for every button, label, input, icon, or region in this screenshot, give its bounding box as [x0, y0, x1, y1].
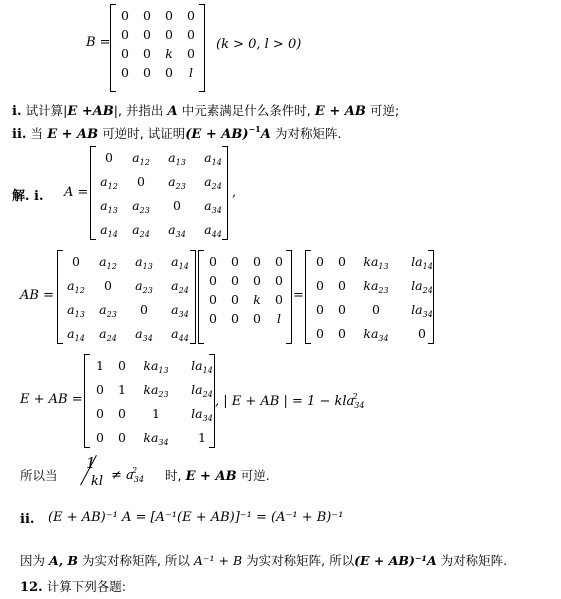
- matrix-cell: $la_{34}$: [411, 302, 433, 319]
- matrix-cell: 0: [338, 278, 346, 293]
- matrix-cell: $a_{24}$: [99, 326, 117, 343]
- matrix-cell: 0: [72, 254, 80, 269]
- matrix-cell: 0: [165, 8, 173, 23]
- matrix-cell: $a_{24}$: [204, 174, 222, 191]
- matrix-cell: 0: [316, 278, 324, 293]
- ab-right-bracket-r: [428, 250, 434, 344]
- ab-mid-bracket-r: [286, 250, 292, 344]
- next-problem: 12. 计算下列各题:: [20, 579, 126, 595]
- matrix-cell: $a_{14}$: [67, 326, 85, 343]
- matrix-cell: $la_{14}$: [191, 358, 213, 375]
- determinant-result: , | E + AB | = 1 − kla$_{34}^2$: [215, 392, 365, 410]
- matrix-cell: 0: [143, 27, 151, 42]
- matrix-cell: 0: [143, 65, 151, 80]
- matrix-cell: $ka_{23}$: [363, 278, 389, 295]
- neq-expression: ≠ $a_{34}^2$: [111, 466, 144, 484]
- matrix-cell: 0: [231, 273, 239, 288]
- matrix-cell: 0: [418, 326, 426, 341]
- matrix-cell: $a_{13}$: [67, 302, 85, 319]
- matrix-cell: 0: [121, 65, 129, 80]
- matrix-cell: $la_{34}$: [191, 406, 213, 423]
- condition-line: 所以当: [20, 468, 58, 483]
- matrix-cell: 0: [316, 302, 324, 317]
- matrix-cell: 0: [105, 150, 113, 165]
- matrix-cell: 0: [253, 273, 261, 288]
- matrix-cell: 0: [275, 254, 283, 269]
- b-label: B =: [86, 35, 111, 50]
- matrix-cell: 0: [316, 254, 324, 269]
- matrix-cell: k: [253, 292, 261, 307]
- matrix-a: [95, 148, 231, 244]
- matrix-cell: $la_{24}$: [191, 382, 213, 399]
- matrix-cell: $a_{23}$: [168, 174, 186, 191]
- a-comma: ,: [232, 185, 237, 200]
- fraction-numerator: 1: [86, 454, 96, 472]
- solution-ii-label: ii.: [20, 512, 35, 527]
- matrix-cell: 0: [96, 430, 104, 445]
- matrix-cell: 0: [165, 27, 173, 42]
- matrix-cell: 0: [253, 311, 261, 326]
- matrix-cell: 0: [338, 254, 346, 269]
- b-bracket-right: [199, 4, 205, 92]
- matrix-cell: $a_{13}$: [100, 198, 118, 215]
- matrix-cell: 0: [143, 8, 151, 23]
- matrix-cell: $la_{24}$: [411, 278, 433, 295]
- matrix-cell: 0: [118, 430, 126, 445]
- matrix-cell: 0: [121, 46, 129, 61]
- solution-ii-equation: (E + AB)⁻¹ A = [A⁻¹(E + AB)]⁻¹ = (A⁻¹ + B)⁻¹: [48, 510, 344, 525]
- matrix-cell: 0: [338, 326, 346, 341]
- because-line: 因为 A, B 为实对称矩阵, 所以 A⁻¹ + B 为实对称矩阵, 所以(E + AB)⁻¹A 为对称矩阵.: [20, 553, 508, 568]
- matrix-cell: $la_{14}$: [411, 254, 433, 271]
- matrix-cell: 0: [209, 311, 217, 326]
- matrix-cell: 0: [209, 254, 217, 269]
- matrix-cell: 0: [253, 254, 261, 269]
- matrix-cell: $a_{23}$: [99, 302, 117, 319]
- b-condition: (k > 0, l > 0): [216, 37, 302, 52]
- matrix-cell: $a_{23}$: [135, 278, 153, 295]
- matrix-cell: 0: [165, 65, 173, 80]
- matrix-cell: $a_{24}$: [171, 278, 189, 295]
- matrix-cell: $a_{13}$: [135, 254, 153, 271]
- matrix-cell: 0: [209, 273, 217, 288]
- matrix-cell: 0: [209, 292, 217, 307]
- matrix-cell: $ka_{13}$: [363, 254, 389, 271]
- matrix-cell: 0: [275, 273, 283, 288]
- matrix-cell: $a_{12}$: [100, 174, 118, 191]
- matrix-cell: $a_{14}$: [100, 222, 118, 239]
- matrix-e-plus-ab: [89, 356, 225, 452]
- matrix-cell: 1: [198, 430, 206, 445]
- matrix-cell: 0: [104, 278, 112, 293]
- matrix-cell: $a_{14}$: [204, 150, 222, 167]
- matrix-ab-right: [309, 252, 445, 348]
- matrix-cell: $a_{12}$: [132, 150, 150, 167]
- invertible-line: 时, E + AB 可逆.: [165, 468, 270, 484]
- matrix-cell: $ka_{34}$: [363, 326, 389, 343]
- matrix-cell: $a_{34}$: [135, 326, 153, 343]
- matrix-cell: 0: [143, 46, 151, 61]
- ab-left-bracket-r: [190, 250, 196, 344]
- matrix-cell: 0: [187, 27, 195, 42]
- matrix-cell: 0: [96, 382, 104, 397]
- matrix-cell: 0: [316, 326, 324, 341]
- matrix-cell: 0: [121, 27, 129, 42]
- matrix-cell: 0: [140, 302, 148, 317]
- matrix-cell: $a_{14}$: [171, 254, 189, 271]
- matrix-cell: 0: [231, 254, 239, 269]
- matrix-cell: $a_{34}$: [204, 198, 222, 215]
- matrix-cell: 0: [118, 406, 126, 421]
- matrix-cell: $a_{24}$: [132, 222, 150, 239]
- matrix-cell: 0: [372, 302, 380, 317]
- matrix-cell: 0: [275, 292, 283, 307]
- matrix-cell: 1: [152, 406, 160, 421]
- matrix-cell: 0: [173, 198, 181, 213]
- matrix-cell: $a_{34}$: [168, 222, 186, 239]
- matrix-cell: 0: [96, 406, 104, 421]
- matrix-cell: 0: [187, 46, 195, 61]
- matrix-cell: 0: [137, 174, 145, 189]
- matrix-cell: $a_{12}$: [67, 278, 85, 295]
- ab-label: AB =: [20, 288, 54, 303]
- matrix-ab-mid: [202, 252, 290, 328]
- matrix-cell: 0: [231, 311, 239, 326]
- matrix-cell: 0: [338, 302, 346, 317]
- matrix-ab-left: [62, 252, 198, 348]
- matrix-cell: 0: [187, 8, 195, 23]
- problem-part-ii: ii. 当 E + AB 可逆时, 试证明(E + AB)$^{-1}$A 为对称矩阵.: [12, 124, 342, 142]
- eab-label: E + AB =: [20, 392, 83, 407]
- matrix-cell: $a_{44}$: [171, 326, 189, 343]
- matrix-cell: $ka_{13}$: [143, 358, 169, 375]
- matrix-cell: $ka_{23}$: [143, 382, 169, 399]
- matrix-cell: l: [277, 311, 281, 326]
- fraction-denominator: kl: [91, 474, 104, 489]
- matrix-cell: 0: [231, 292, 239, 307]
- matrix-cell: $a_{34}$: [171, 302, 189, 319]
- ab-equals: =: [293, 288, 304, 303]
- matrix-cell: $ka_{34}$: [143, 430, 169, 447]
- matrix-b: [114, 6, 202, 82]
- solution-i-label: 解. i.: [12, 189, 44, 204]
- matrix-cell: 0: [118, 358, 126, 373]
- matrix-cell: 1: [118, 382, 126, 397]
- a-bracket-right: [222, 146, 228, 240]
- matrix-cell: $a_{44}$: [204, 222, 222, 239]
- problem-part-i: i. 试计算|E +AB|, 并指出 A 中元素满足什么条件时, E + AB 可逆;: [12, 103, 400, 119]
- matrix-cell: $a_{23}$: [132, 198, 150, 215]
- matrix-cell: l: [189, 65, 193, 80]
- matrix-cell: 0: [121, 8, 129, 23]
- matrix-cell: $a_{13}$: [168, 150, 186, 167]
- matrix-cell: 1: [96, 358, 104, 373]
- matrix-cell: $a_{12}$: [99, 254, 117, 271]
- a-label: A =: [64, 185, 89, 200]
- matrix-cell: k: [165, 46, 173, 61]
